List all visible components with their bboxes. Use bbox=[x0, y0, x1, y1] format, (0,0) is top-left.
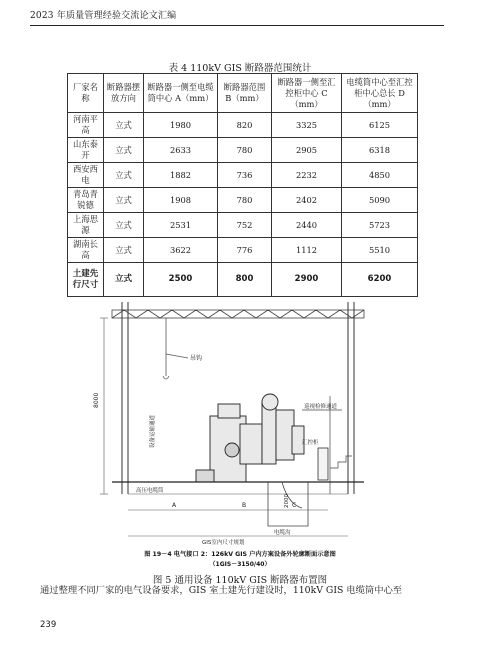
cell-c: 2232 bbox=[272, 163, 342, 188]
cell-a: 3622 bbox=[144, 238, 218, 263]
cell-orientation: 立式 bbox=[104, 188, 144, 213]
label-hoist: 吊钩 bbox=[190, 355, 203, 362]
cell-a: 1980 bbox=[144, 113, 218, 138]
cell-vendor: 土建先行尺寸 bbox=[68, 263, 104, 297]
running-header: 2023 年质量管理经验交流论文汇编 bbox=[30, 11, 177, 21]
cell-d: 6200 bbox=[342, 263, 418, 297]
cell-b: 800 bbox=[218, 263, 272, 297]
control-cabinet bbox=[318, 448, 328, 480]
label-inspection: 巡视检修通道 bbox=[304, 404, 338, 410]
col-header-b: 断路器范围 B（mm） bbox=[218, 74, 272, 113]
col-header-vendor: 厂家名称 bbox=[68, 74, 104, 113]
cell-d: 5090 bbox=[342, 188, 418, 213]
cell-vendor: 西安西电 bbox=[68, 163, 104, 188]
height-dimension bbox=[100, 318, 108, 494]
label-c: C bbox=[292, 502, 297, 509]
label-dim-height: 8000 bbox=[93, 392, 100, 408]
table-row bbox=[68, 113, 418, 138]
table-row bbox=[68, 238, 418, 263]
cell-a: 2531 bbox=[144, 213, 218, 238]
dimension-lines bbox=[128, 494, 348, 536]
cell-a: 1908 bbox=[144, 188, 218, 213]
cell-vendor: 上海思源 bbox=[68, 213, 104, 238]
cell-c: 2440 bbox=[272, 213, 342, 238]
cell-b: 736 bbox=[218, 163, 272, 188]
cell-c: 2402 bbox=[272, 188, 342, 213]
cell-vendor: 青岛青锐德 bbox=[68, 188, 104, 213]
cell-vendor: 山东泰开 bbox=[68, 138, 104, 163]
crane-girder bbox=[112, 310, 364, 318]
cell-d: 5723 bbox=[342, 213, 418, 238]
col-header-c: 断路器一侧至汇控柜中心 C（mm） bbox=[272, 74, 342, 113]
body-paragraph: 通过整理不同厂家的电气设备要求，GIS 室土建先行建设时，110kV GIS 电缆筒中心至 bbox=[40, 585, 403, 596]
table-row bbox=[68, 138, 418, 163]
cell-c: 2905 bbox=[272, 138, 342, 163]
cell-orientation: 立式 bbox=[104, 263, 144, 297]
inner-caption-line1: 图 19－4 电气接口 2：126kV GIS 户内方案设备外轮廓断面示意图 bbox=[144, 551, 336, 558]
gis-section-drawing bbox=[92, 298, 388, 570]
cell-d: 4850 bbox=[342, 163, 418, 188]
cell-vendor: 河南平高 bbox=[68, 113, 104, 138]
cell-d: 6125 bbox=[342, 113, 418, 138]
header-rule bbox=[30, 25, 444, 26]
page-number: 239 bbox=[40, 620, 57, 630]
inner-caption-line2: （1GIS－3150/40） bbox=[209, 561, 271, 568]
label-b: B bbox=[242, 502, 247, 509]
table-title: 表 4 110kV GIS 断路器范围统计 bbox=[168, 63, 312, 74]
label-cable-dim: 2000 bbox=[284, 494, 290, 508]
cell-b: 780 bbox=[218, 188, 272, 213]
cell-vendor: 湖南长高 bbox=[68, 238, 104, 263]
cell-d: 5510 bbox=[342, 238, 418, 263]
table-row-final bbox=[68, 263, 418, 297]
figure-caption: 图 5 通用设备 110kV GIS 断路器布置图 bbox=[152, 575, 328, 586]
col-header-a: 断路器一侧至电缆筒中心 A（mm） bbox=[144, 74, 218, 113]
cell-a: 1882 bbox=[144, 163, 218, 188]
table-row bbox=[68, 163, 418, 188]
label-a: A bbox=[172, 502, 177, 509]
gis-layout-figure bbox=[92, 298, 388, 570]
hoist bbox=[163, 318, 188, 379]
table-header-row bbox=[68, 74, 418, 113]
breaker-range-table bbox=[67, 73, 418, 297]
cell-d: 6318 bbox=[342, 138, 418, 163]
cell-b: 752 bbox=[218, 213, 272, 238]
cell-a: 2633 bbox=[144, 138, 218, 163]
label-cable-trench: 电缆沟 bbox=[274, 530, 291, 536]
cell-c: 2900 bbox=[272, 263, 342, 297]
cell-b: 780 bbox=[218, 138, 272, 163]
cell-c: 3325 bbox=[272, 113, 342, 138]
cell-orientation: 立式 bbox=[104, 238, 144, 263]
label-bottom-note: GIS室内尺寸规划 bbox=[202, 540, 245, 546]
cell-orientation: 立式 bbox=[104, 113, 144, 138]
table-row bbox=[68, 213, 418, 238]
label-cable-duct: 高压电缆筒 bbox=[136, 488, 164, 494]
cell-orientation: 立式 bbox=[104, 163, 144, 188]
cell-b: 820 bbox=[218, 113, 272, 138]
label-cabinet: 汇控柜 bbox=[302, 440, 319, 446]
table-row bbox=[68, 188, 418, 213]
label-side-note: 设备运输通道 bbox=[150, 414, 156, 448]
cell-b: 776 bbox=[218, 238, 272, 263]
col-header-d: 电缆筒中心至汇控柜中心总长 D（mm） bbox=[342, 74, 418, 113]
cell-c: 1112 bbox=[272, 238, 342, 263]
gis-equipment bbox=[196, 394, 304, 482]
col-header-orientation: 断路器摆放方向 bbox=[104, 74, 144, 113]
cell-orientation: 立式 bbox=[104, 138, 144, 163]
cell-a: 2500 bbox=[144, 263, 218, 297]
cell-orientation: 立式 bbox=[104, 213, 144, 238]
